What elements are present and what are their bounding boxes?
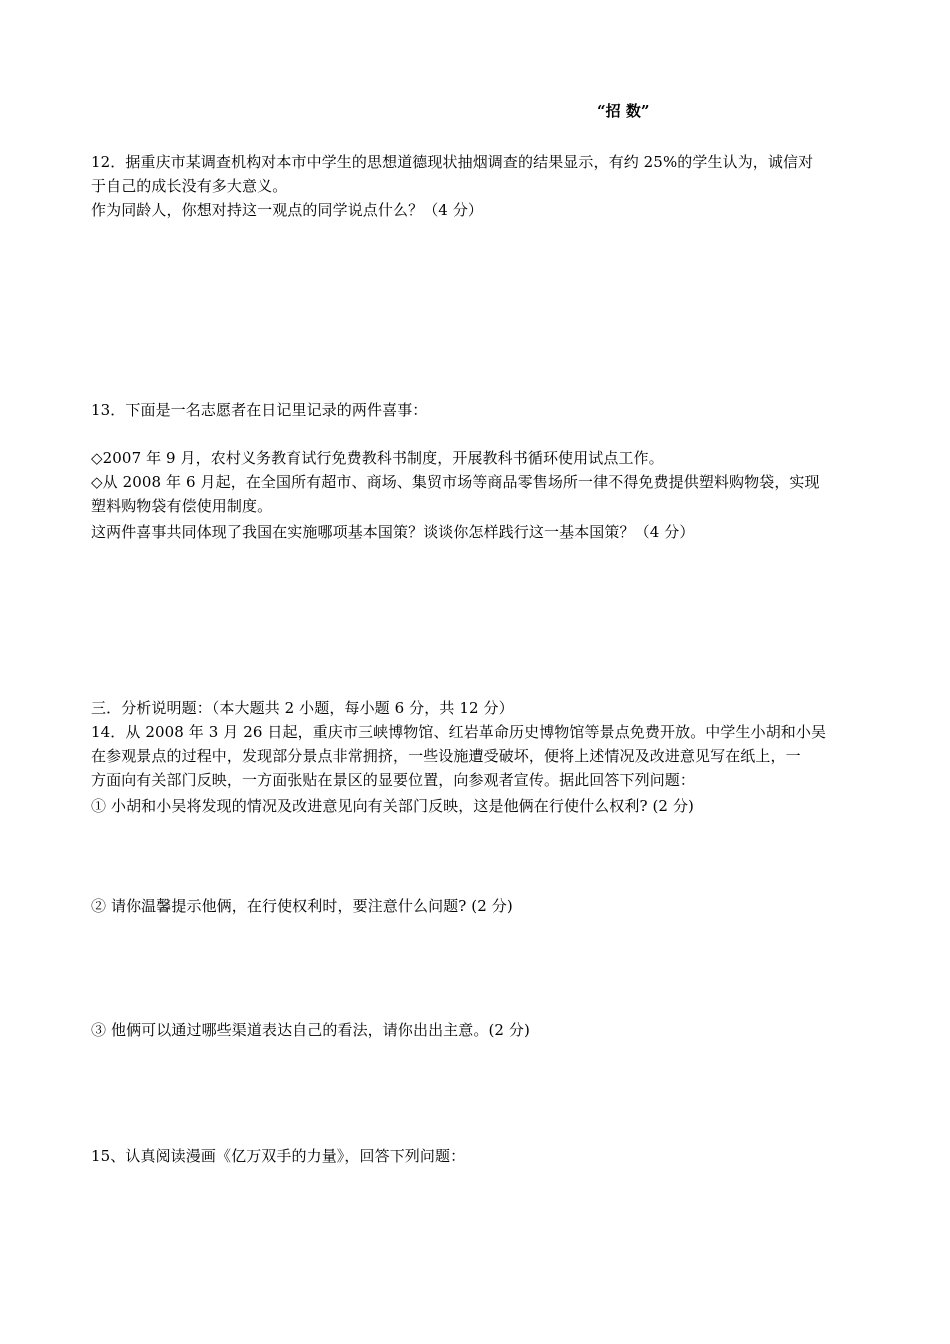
section-3-title: 三．分析说明题：（本大题共 2 小题，每小题 6 分，共 12 分） <box>91 699 514 717</box>
q13-item-1: ◇2007 年 9 月，农村义务教育试行免费教科书制度，开展教科书循环使用试点工作。 <box>91 449 664 467</box>
q12-text-line-2: 于自己的成长没有多大意义。 <box>91 177 288 195</box>
q14-subquestion-3: ③ 他俩可以通过哪些渠道表达自己的看法，请你出出主意。(2 分) <box>91 1021 530 1039</box>
q14-subquestion-2: ② 请你温馨提示他俩，在行使权利时，要注意什么问题? (2 分) <box>91 897 513 915</box>
q14-text-line-1: 14．从 2008 年 3 月 26 日起，重庆市三峡博物馆、红岩革命历史博物馆等景点免费开放。中学生小胡和小吴 <box>91 723 827 741</box>
q12-question: 作为同龄人，你想对持这一观点的同学说点什么？（4 分） <box>91 201 484 219</box>
q13-item-2-line-2: 塑料购物袋有偿使用制度。 <box>91 497 273 515</box>
q14-text-line-2: 在参观景点的过程中，发现部分景点非常拥挤，一些设施遭受破坏，便将上述情况及改进意见写在纸上，一 <box>91 747 801 765</box>
q14-subquestion-1: ① 小胡和小吴将发现的情况及改进意见向有关部门反映，这是他俩在行使什么权利? (2 分) <box>91 797 694 815</box>
page-heading: “招 数” <box>597 102 650 120</box>
q13-question: 这两件喜事共同体现了我国在实施哪项基本国策？谈谈你怎样践行这一基本国策？（4 分） <box>91 523 695 541</box>
q14-text-line-3: 方面向有关部门反映，一方面张贴在景区的显要位置，向参观者宣传。据此回答下列问题： <box>91 771 696 789</box>
q13-item-2-line-1: ◇从 2008 年 6 月起，在全国所有超市、商场、集贸市场等商品零售场所一律不得免费提供塑料购物袋，实现 <box>91 473 820 491</box>
q15-intro: 15、认真阅读漫画《亿万双手的力量》，回答下列问题： <box>91 1147 466 1165</box>
q12-text-line-1: 12．据重庆市某调查机构对本市中学生的思想道德现状抽烟调查的结果显示，有约 25%的学生认为，诚信对 <box>91 153 814 171</box>
q13-intro: 13．下面是一名志愿者在日记里记录的两件喜事： <box>91 401 428 419</box>
